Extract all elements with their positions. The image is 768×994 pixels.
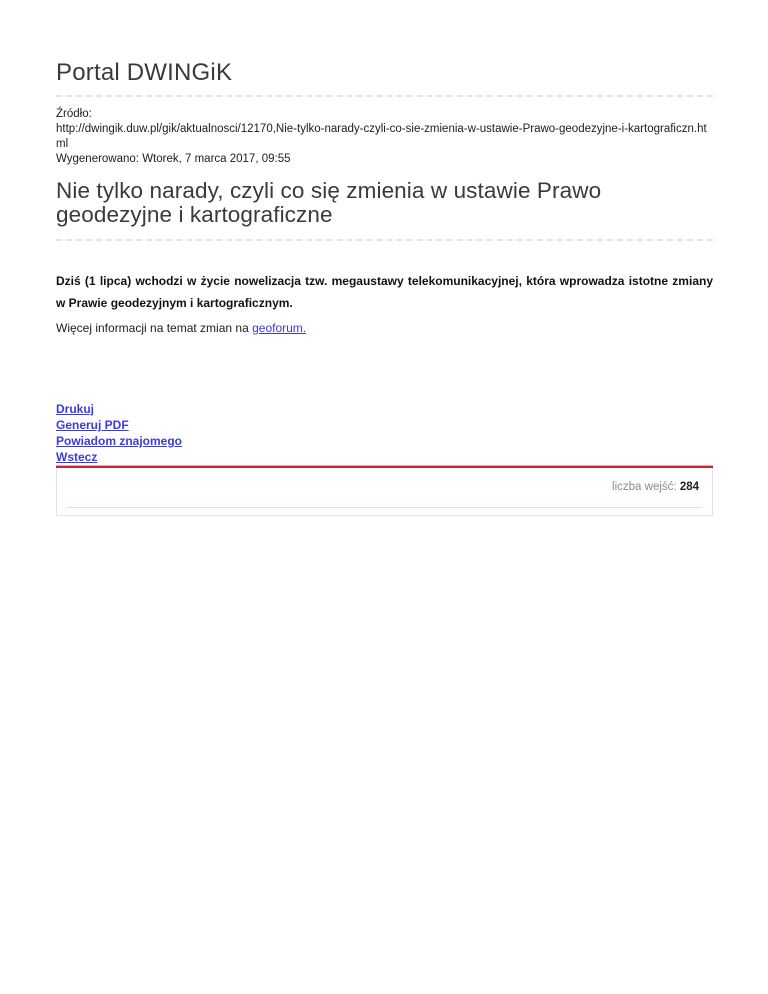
print-link[interactable]: Drukuj: [56, 402, 95, 416]
visit-counter-box: [56, 468, 713, 516]
geoforum-link[interactable]: geoforum.: [252, 321, 307, 335]
action-row: [56, 401, 713, 417]
page-title: Portal DWINGiK: [56, 59, 233, 86]
action-links: [56, 401, 713, 465]
source-url: http://dwingik.duw.pl/gik/aktualnosci/12170,Nie-tylko-narady-czyli-co-sie-zmienia-w-ustawie-Prawo-geodezyjne-i-kartograficzn.html: [56, 123, 707, 150]
source-label: Źródło:: [56, 108, 92, 120]
more-info-text: Więcej informacji na temat zmian na: [56, 321, 249, 335]
notify-friend-link[interactable]: Powiadom znajomego: [56, 434, 183, 448]
action-row: [56, 417, 713, 433]
visits-label: liczba wejść:: [612, 481, 677, 493]
action-row: [56, 449, 713, 465]
back-link[interactable]: Wstecz: [56, 450, 98, 464]
article-heading: Nie tylko narady, czyli co się zmienia w ustawie Prawo geodezyjne i kartograficzne: [56, 178, 602, 227]
source-meta-block: [56, 107, 713, 167]
generate-pdf-link[interactable]: Generuj PDF: [56, 418, 129, 432]
dashed-separator-heading: [56, 239, 713, 241]
more-info-line: [56, 321, 713, 335]
counter-inner-divider: [67, 507, 702, 508]
action-row: [56, 433, 713, 449]
dashed-separator-top: [56, 95, 713, 97]
article-lead: Dziś (1 lipca) wchodzi w życie nowelizacja tzw. megaustawy telekomunikacyjnej, która wprowadza istotne zmiany w Prawie geodezyjnym i kartograficznym.: [56, 274, 713, 310]
visits-count: 284: [679, 481, 699, 493]
generated-timestamp: Wygenerowano: Wtorek, 7 marca 2017, 09:55: [56, 153, 291, 165]
